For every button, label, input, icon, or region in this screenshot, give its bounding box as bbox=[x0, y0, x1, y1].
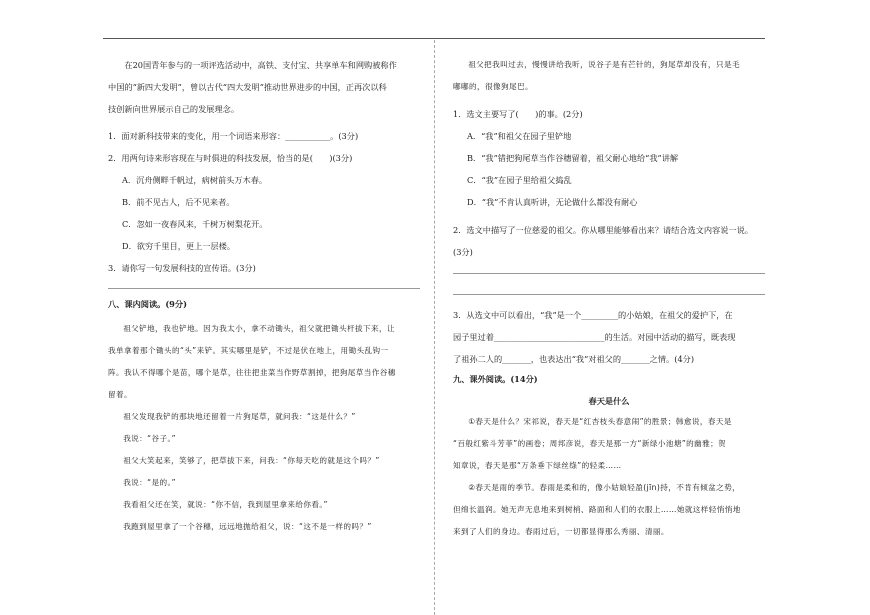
passage-paragraph: 我看祖父还在笑，就说：“你不信，我到屋里拿来给你看。” bbox=[123, 500, 328, 509]
question-3: 3．请你写一句发展科技的宣传语。(3分) bbox=[108, 263, 256, 273]
passage-paragraph: 我跑到屋里拿了一个谷穗，远远地抛给祖父，说：“这不是一样的吗？” bbox=[123, 522, 372, 531]
passage-paragraph: 我说：“是的。” bbox=[123, 478, 177, 487]
passage-line: 阵。我认不得哪个是苗，哪个是草，往往把韭菜当作野草割掉，把狗尾草当作谷穗 bbox=[108, 368, 396, 377]
passage bbox=[108, 318, 420, 538]
passage-paragraph: 祖父大笑起来，笑够了，把草拔下来，问我：“你每天吃的就是这个吗？” bbox=[123, 456, 380, 465]
option-d: D．欲穷千里目，更上一层楼。 bbox=[122, 241, 236, 251]
answer-line bbox=[453, 273, 765, 274]
option-b: B．“我”错把狗尾草当作谷穗留着，祖父耐心地给“我”讲解 bbox=[467, 153, 679, 163]
question-2 bbox=[453, 219, 765, 263]
option-b: B．前不见古人，后不见来者。 bbox=[122, 197, 235, 207]
intro-line: 在20国青年参与的一项评选活动中，高铁、支付宝、共享单车和网购被称作 bbox=[124, 60, 397, 70]
intro-paragraph bbox=[108, 54, 420, 120]
question-line: (3分) bbox=[453, 247, 473, 257]
intro-line: 技创新向世界展示自己的发展理念。 bbox=[108, 104, 240, 114]
passage-line: 我单拿着那个锄头的“头”来铲。其实哪里是铲，不过是伏在地上，用锄头乱钩一 bbox=[108, 346, 389, 355]
answer-line bbox=[453, 294, 765, 295]
article-title: 春天是什么 bbox=[588, 396, 630, 406]
article bbox=[453, 411, 765, 543]
question-1: 1．面对新科技带来的变化，用一个词语来形容：___________。(3分) bbox=[108, 131, 359, 141]
article-paragraph bbox=[453, 411, 765, 477]
question-line: 3．从选文中可以看出，“我”是一个_________的小姑娘，在祖父的爱护下，在 bbox=[453, 310, 733, 320]
article-line: ②春天是雨的季节。春雨是柔和的，像小姑娘轻盈(jīn)持，不肯有倾盆之势， bbox=[468, 483, 741, 492]
passage-paragraph: 祖父发现我铲的那块地还留着一片狗尾草，就问我：“这是什么？” bbox=[123, 412, 356, 421]
page-top-rule bbox=[103, 38, 765, 39]
option-c: C．忽如一夜春风来，千树万树梨花开。 bbox=[122, 219, 268, 229]
question-1: 1．选文主要写了( )的事。(2分) bbox=[453, 109, 583, 119]
passage-paragraph: 我说：“谷子。” bbox=[123, 434, 177, 443]
option-d: D．“我”不肯认真听讲，无论做什么都没有耐心 bbox=[467, 197, 638, 207]
answer-line bbox=[108, 288, 420, 289]
question-line: 园子里过着___________________________的生活。对园中活动的描写，既表现 bbox=[453, 332, 736, 342]
question-line: 2．选文中描写了一位慈爱的祖父。你从哪里能够看出来？请结合选文内容说一说。 bbox=[453, 225, 753, 235]
passage-paragraph bbox=[108, 318, 420, 406]
article-paragraph bbox=[453, 477, 765, 543]
article-line: 来到了人们的身边。春雨过后，一切都显得那么秀丽、清丽。 bbox=[453, 527, 669, 536]
passage-paragraph bbox=[453, 54, 765, 98]
passage-line: 祖父铲地，我也铲地。因为我太小，拿不动锄头，祖父就把锄头杆拔下来，让 bbox=[123, 324, 395, 333]
intro-line: 中国的“新四大发明”，曾以古代“四大发明”推动世界进步的中国，正再次以科 bbox=[108, 82, 387, 92]
left-column bbox=[108, 54, 420, 538]
option-c: C．“我”在园子里给祖父捣乱 bbox=[467, 175, 572, 185]
option-a: A．“我”和祖父在园子里铲地 bbox=[467, 131, 572, 141]
passage-line: 留着。 bbox=[108, 390, 132, 399]
question-line: 了祖孙二人的_______，也表达出“我”对祖父的_______之情。(4分) bbox=[453, 354, 695, 364]
passage-line: 祖父把我叫过去，慢慢讲给我听，说谷子是有芒针的，狗尾草却没有，只是毛 bbox=[468, 60, 740, 69]
article-line: ①春天是什么？宋祁说，春天是“红杏枝头春意闹”的胜景；韩愈说，春天是 bbox=[468, 417, 732, 426]
option-a: A．沉舟侧畔千帆过，病树前头万木春。 bbox=[122, 175, 268, 185]
section-8-title: 八、课内阅读。(9分) bbox=[108, 299, 187, 309]
passage-line: 嘟嘟的，很像狗尾巴。 bbox=[453, 82, 533, 91]
question-3 bbox=[453, 304, 765, 370]
article-line: “百般红紫斗芳菲”的画卷；周邦彦说，春天是那一方“新绿小池塘”的幽雅；贺 bbox=[453, 439, 727, 448]
passage-continued bbox=[453, 54, 765, 98]
right-column bbox=[453, 54, 765, 543]
section-9-title: 九、课外阅读。(14分) bbox=[453, 374, 538, 384]
article-line: 但绵长温润。她无声无息地来到树梢、路面和人们的衣服上……她就这样轻悄悄地 bbox=[453, 505, 741, 514]
article-line: 知章说，春天是那“万条垂下绿丝绦”的轻柔…… bbox=[453, 461, 622, 470]
column-divider bbox=[434, 40, 435, 615]
question-2: 2．用两句诗来形容现在与时俱进的科技发展，恰当的是( )(3分) bbox=[108, 153, 353, 163]
